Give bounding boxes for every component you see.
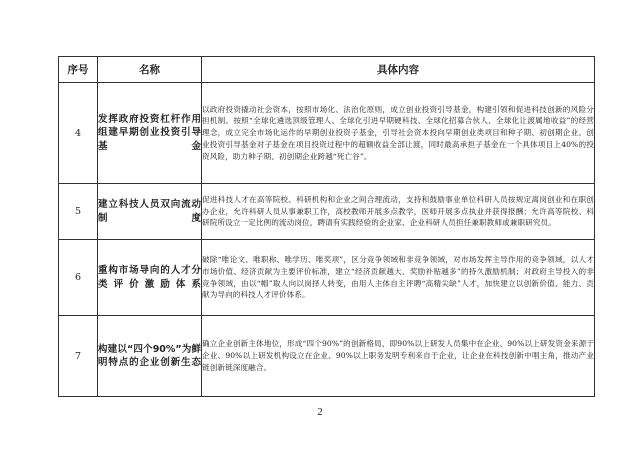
policy-table (58, 56, 595, 397)
page-number: 2 (317, 406, 323, 418)
header-name: 名称 (98, 57, 202, 83)
table-header-row (59, 57, 595, 83)
header-index: 序号 (59, 57, 98, 83)
header-content: 具体内容 (202, 57, 595, 83)
row-name: 建立科技人员双向流动制度 (98, 184, 202, 240)
row-content: 促进科技人才在高等院校、科研机构和企业之间合理流动，支持和鼓励事业单位科研人员按规定离岗创业和在职创办企业，允许科研人员从事兼职工作，高校教师开展多点教学，医师开展多点执业并获得报酬；允许高等院校、科研院所设立一定比例的流动岗位，聘请有实践经验的企业家、企业科研人员担任兼职教师或兼职研究员。 (202, 184, 595, 240)
row-index: 5 (59, 184, 98, 240)
row-index: 7 (59, 316, 98, 397)
row-name: 发挥政府投资杠杆作用组建早期创业投资引导基金 (98, 83, 202, 184)
row-index: 6 (59, 240, 98, 316)
row-content: 破除“唯论文、唯职称、唯学历、唯奖项”，区分竞争领域和非竞争领域，对市场发挥主导作用的竞争领域，以人才市场价值、经济贡献为主要评价标准，建立“经济贡献越大、奖励补贴越多”的持久激励机制；对政府主导投入的非竞争领域，由以“帽”取人向以岗择人转变，由用人主体自主评聘“高精尖缺”人才，加快建立以创新价值、能力、贡献为导向的科技人才评价体系。 (202, 240, 595, 316)
row-content: 以政府投资撬动社会资本，按照市场化、法治化原则，成立创业投资引导基金，构建引领和促进科技创新的风险分担机制。按照“全球化遴选顶级管理人、全球化引进早期硬科技、全球化招募合伙人、全球化让渡属地收益”的经营理念，成立完全市场化运作的早期创业投资子基金，引导社会资本投向早期创业类项目和种子期、初创期企业。创业投资引导基金对子基金在项目投资过程中的超额收益全部让渡，同时最高承担子基金在一个具体项目上40%的投资风险，助力种子期、初创期企业跨越“死亡谷”。 (202, 83, 595, 184)
table-row (59, 184, 595, 240)
table-row (59, 316, 595, 397)
row-index: 4 (59, 83, 98, 184)
row-name: 构建以“四个90%”为鲜明特点的企业创新生态 (98, 316, 202, 397)
table-row (59, 83, 595, 184)
row-name: 重构市场导向的人才分类评价激励体系 (98, 240, 202, 316)
row-content: 确立企业创新主体地位，形成“四个90%”的创新格局，即90%以上研发人员集中在企业、90%以上研发资金来源于企业、90%以上研发机构设立在企业、90%以上职务发明专利来自于企业，让企业在科技创新中唱主角，推动产业链创新链深度融合。 (202, 316, 595, 397)
document-page (58, 56, 594, 397)
table-row (59, 240, 595, 316)
